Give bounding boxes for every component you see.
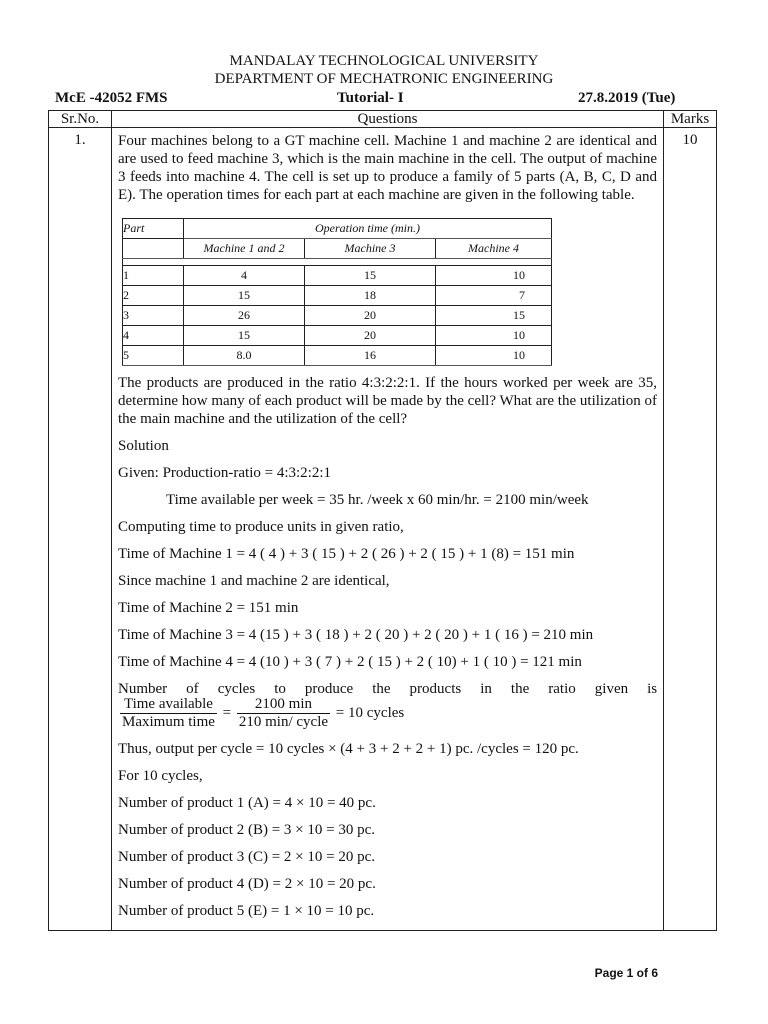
optable-part: 3 (123, 306, 184, 326)
machine4-time: Time of Machine 4 = 4 (10 ) + 3 ( 7 ) + 2 ( 15 ) + 2 ( 10) + 1 ( 10 ) = 121 min (118, 654, 582, 670)
optable-m4: 7 (436, 286, 552, 306)
question-prompt: The products are produced in the ratio 4:3:2:2:1. If the hours worked per week are 35, determine how many of each product will be made by the cell? What are the utilization of the main machine and the utilization of the cell? (118, 375, 657, 427)
optable-m4: 10 (436, 326, 552, 346)
optable-m4: 10 (436, 346, 552, 366)
optable-row (123, 346, 552, 366)
optable-part: 2 (123, 286, 184, 306)
optable-col-machine3: Machine 3 (305, 239, 436, 259)
time-available: Time available per week = 35 hr. /week x 60 min/hr. = 2100 min/week (166, 492, 589, 508)
optable-row (123, 266, 552, 286)
optable-m12: 15 (184, 326, 305, 346)
optable-m3: 20 (305, 306, 436, 326)
optable-col-machine12: Machine 1 and 2 (184, 239, 305, 259)
col-marks-header: Marks (664, 111, 717, 128)
optable-m3: 18 (305, 286, 436, 306)
operation-time-table (122, 218, 552, 366)
department-title: DEPARTMENT OF MECHATRONIC ENGINEERING (214, 71, 554, 87)
row-number: 1. (49, 128, 112, 931)
product-line: Number of product 4 (D) = 2 × 10 = 20 pc. (118, 876, 376, 892)
optable-row (123, 326, 552, 346)
machine3-time: Time of Machine 3 = 4 (15 ) + 3 ( 18 ) + 2 ( 20 ) + 2 ( 20 ) + 1 ( 16 ) = 210 min (118, 627, 594, 643)
fraction-time: $\frac{\text{Time available}}{\text{Maximum time}}$ (122, 696, 215, 730)
product-line: Number of product 3 (C) = 2 × 10 = 20 pc. (118, 849, 375, 865)
product-line: Number of product 2 (B) = 3 × 10 = 30 pc. (118, 822, 375, 838)
product-line: Number of product 5 (E) = 1 × 10 = 10 pc. (118, 903, 375, 919)
table-header-row (49, 111, 717, 128)
product-line: Number of product 1 (A) = 4 × 10 = 40 pc. (118, 795, 376, 811)
cycles-text: Number of cycles to produce the products in the ratio given is (118, 681, 658, 697)
solution-heading: Solution (118, 438, 169, 454)
question-intro: Four machines belong to a GT machine cell. Machine 1 and machine 2 are identical and are used to feed machine 3, which is the main machine in the cell. The output of machine 3 feeds into machine 4. The cell is set up to produce a family of 5 parts (A, B, C, D and E). The operation times for each part at each machine are given in the following table. (118, 133, 657, 203)
computing-text: Computing time to produce units in given ratio, (118, 519, 404, 535)
output-per-cycle: Thus, output per cycle = 10 cycles × (4 + 3 + 2 + 2 + 1) pc. /cycles = 120 pc. (118, 741, 579, 757)
optable-part: 1 (123, 266, 184, 286)
questions-table (48, 110, 717, 931)
optable-m3: 16 (305, 346, 436, 366)
optable-m3: 15 (305, 266, 436, 286)
optable-m3: 20 (305, 326, 436, 346)
col-questions-header: Questions (112, 111, 664, 128)
optable-part: 4 (123, 326, 184, 346)
for-cycles: For 10 cycles, (118, 768, 203, 784)
optable-part: 5 (123, 346, 184, 366)
optable-row (123, 306, 552, 326)
row-marks: 10 (664, 128, 717, 931)
university-title: MANDALAY TECHNOLOGICAL UNIVERSITY (229, 53, 539, 69)
col-srno-header: Sr.No. (49, 111, 112, 128)
optable-group-header: Operation time (min.) (184, 219, 552, 239)
machine1-time: Time of Machine 1 = 4 ( 4 ) + 3 ( 15 ) + 2 ( 26 ) + 2 ( 15 ) + 1 (8) = 151 min (118, 546, 575, 562)
date-label: 27.8.2019 (Tue) (578, 90, 676, 106)
course-code: McE -42052 FMS (55, 90, 168, 106)
question-row (49, 128, 717, 931)
cycles-formula: $\frac{\text{Time available}}{\text{Maximum time}}$ = $\frac{2100 \min}{\text{210 min/ cycle}}$ = 10 cycles (122, 696, 405, 730)
optable-row (123, 286, 552, 306)
tutorial-label: Tutorial- I (337, 90, 404, 106)
page-number: Page 1 of 6 (594, 966, 658, 980)
optable-m12: 4 (184, 266, 305, 286)
given-ratio: Given: Production-ratio = 4:3:2:2:1 (118, 465, 332, 481)
identical-text: Since machine 1 and machine 2 are identical, (118, 573, 390, 589)
optable-m12: 8.0 (184, 346, 305, 366)
optable-col-machine4: Machine 4 (436, 239, 552, 259)
question-cell (112, 128, 664, 931)
machine2-time: Time of Machine 2 = 151 min (118, 600, 299, 616)
optable-m4: 15 (436, 306, 552, 326)
optable-m4: 10 (436, 266, 552, 286)
optable-m12: 26 (184, 306, 305, 326)
optable-part-header: Part (123, 219, 184, 239)
optable-m12: 15 (184, 286, 305, 306)
cycles-result: = 10 cycles (335, 704, 405, 721)
fraction-values: $\frac{2100 \min}{\text{210 min/ cycle}}$ (238, 696, 329, 730)
